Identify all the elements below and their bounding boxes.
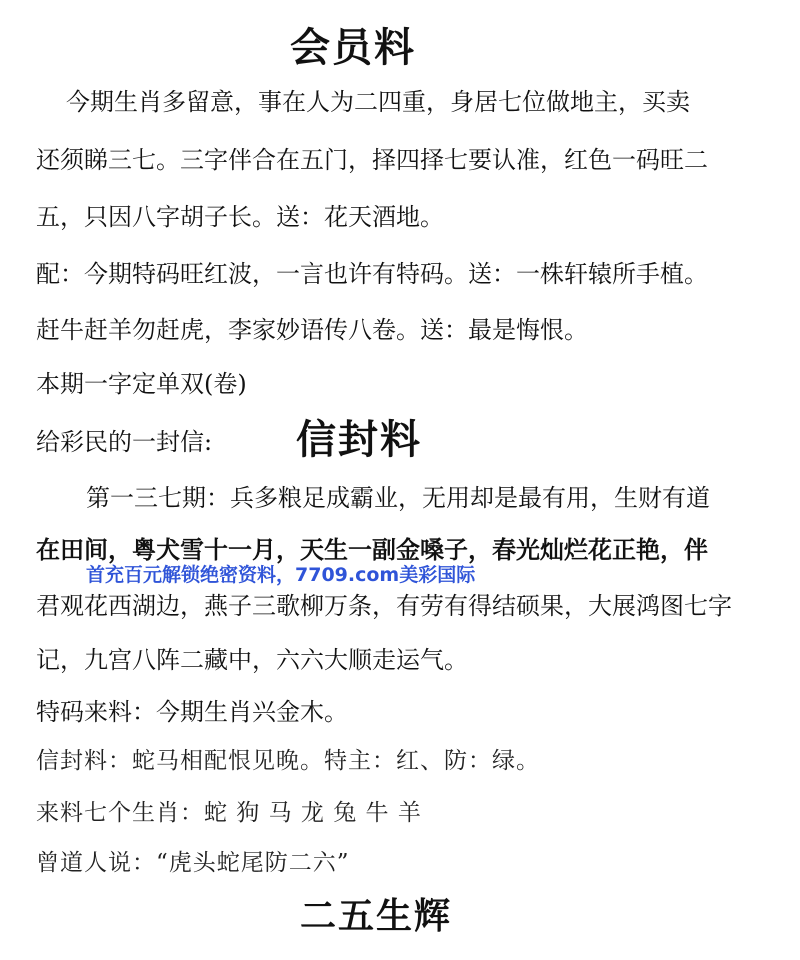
paragraph-line: 还须睇三七。三字伴合在五门，择四择七要认准，红色一码旺二 [36, 146, 708, 174]
paragraph-line: 五，只因八字胡子长。送：花天酒地。 [36, 203, 444, 231]
paragraph-line: 赶牛赶羊勿赶虎，李家妙语传八卷。送：最是悔恨。 [36, 316, 588, 344]
paragraph-line: 信封料：蛇马相配恨见晚。特主：红、防：绿。 [36, 748, 540, 774]
paragraph-line: 第一三七期：兵多粮足成霸业，无用却是最有用，生财有道 [86, 484, 710, 512]
paragraph-line: 在田间，粤犬雪十一月，天生一副金嗓子，春光灿烂花正艳，伴 [36, 535, 708, 564]
section-title-footer: 二五生辉 [300, 895, 453, 937]
paragraph-line: 来料七个生肖：蛇 狗 马 龙 兔 牛 羊 [36, 800, 422, 826]
section-title-member: 会员料 [290, 24, 416, 71]
paragraph-line: 特码来料：今期生肖兴金木。 [36, 698, 348, 726]
letter-intro: 给彩民的一封信: [36, 428, 213, 456]
promo-watermark: 首充百元解锁绝密资料，7709.com美彩国际 [86, 564, 476, 586]
paragraph-line: 今期生肖多留意，事在人为二四重，身居七位做地主，买卖 [66, 88, 690, 116]
section-title-envelope: 信封料 [296, 416, 422, 463]
paragraph-line: 记，九宫八阵二藏中，六六大顺走运气。 [36, 646, 468, 674]
paragraph-line: 配：今期特码旺红波，一言也许有特码。送：一株轩辕所手植。 [36, 260, 708, 288]
paragraph-line: 曾道人说：“虎头蛇尾防二六” [36, 850, 350, 876]
paragraph-line: 本期一字定单双(卷) [36, 370, 247, 398]
paragraph-line: 君观花西湖边，燕子三歌柳万条，有劳有得结硕果，大展鸿图七字 [36, 592, 732, 620]
